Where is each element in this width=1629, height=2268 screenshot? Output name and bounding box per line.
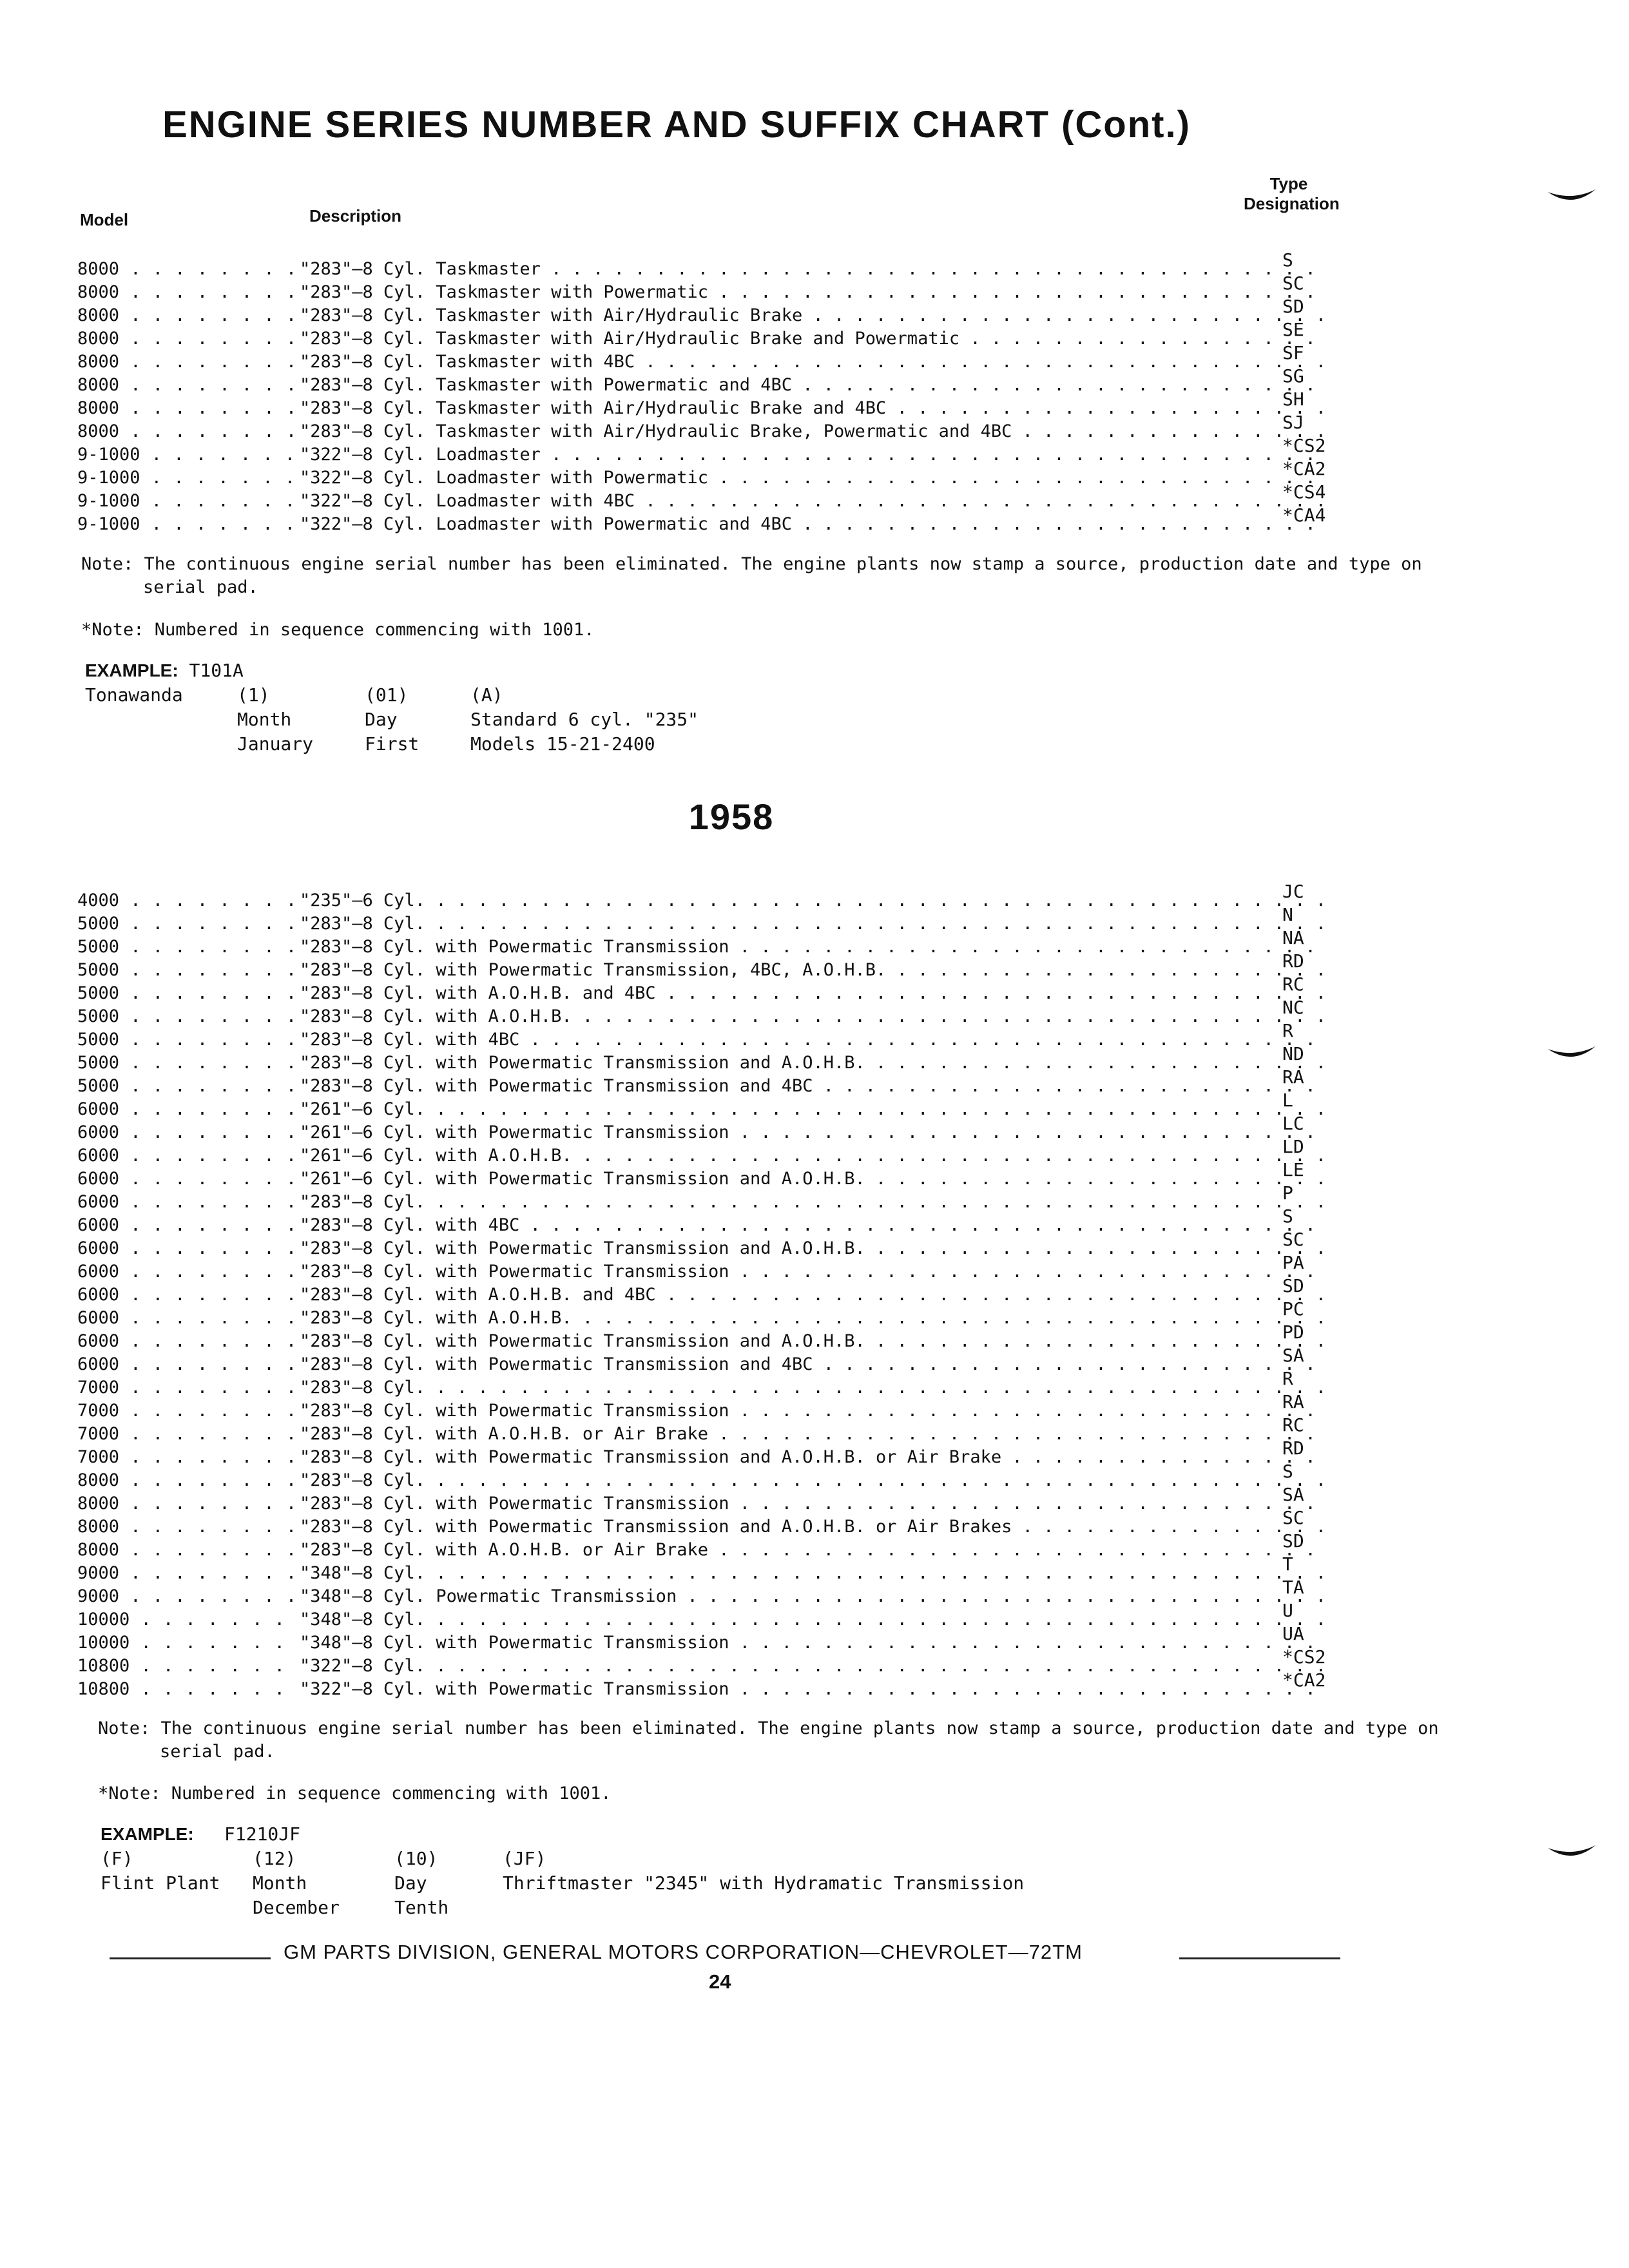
type-cell: TA bbox=[1282, 1577, 1304, 1598]
model-cell: 8000 . . . bbox=[77, 374, 296, 397]
description-cell: "261"–6 Cyl. with Powermatic Transmission and A.O.H.B. . . . bbox=[300, 1168, 1324, 1191]
description-cell: "283"–8 Cyl. . . . bbox=[300, 1469, 1324, 1492]
type-cell: SH bbox=[1282, 389, 1304, 410]
example-cell: Day bbox=[394, 1872, 427, 1894]
description-cell: "283"–8 Cyl. with A.O.H.B. or Air Brake . . . bbox=[300, 1423, 1324, 1446]
type-cell: SC bbox=[1282, 1507, 1304, 1528]
example-1957-code: T101A bbox=[189, 660, 244, 681]
example-1958-label: EXAMPLE: bbox=[101, 1824, 194, 1844]
table-row bbox=[77, 1669, 1418, 1701]
type-cell: RC bbox=[1282, 1414, 1304, 1436]
type-cell: LE bbox=[1282, 1159, 1304, 1180]
table-row bbox=[77, 481, 1418, 513]
example-1958-col2 bbox=[253, 1847, 340, 1920]
binder-hole-mark bbox=[1547, 1044, 1597, 1063]
type-cell: NA bbox=[1282, 927, 1304, 948]
model-cell: 6000 . . . bbox=[77, 1330, 296, 1353]
description-cell: "261"–6 Cyl. with A.O.H.B. . . . bbox=[300, 1144, 1324, 1168]
table-row bbox=[77, 1623, 1418, 1655]
table-row bbox=[77, 319, 1418, 351]
model-cell: 8000 . . . bbox=[77, 304, 296, 327]
type-cell: RA bbox=[1282, 1391, 1304, 1412]
type-cell: *CS2 bbox=[1282, 435, 1326, 456]
type-cell: RD bbox=[1282, 1437, 1304, 1459]
type-cell: R bbox=[1282, 1368, 1293, 1389]
model-cell: 8000 . . . bbox=[77, 258, 296, 281]
model-cell: 6000 . . . bbox=[77, 1307, 296, 1330]
type-cell: RA bbox=[1282, 1066, 1304, 1088]
table-row bbox=[77, 1275, 1418, 1307]
table-row bbox=[77, 997, 1418, 1028]
type-header-line1: Type bbox=[1269, 174, 1308, 193]
model-cell: 6000 . . . bbox=[77, 1260, 296, 1283]
engine-table-1958 bbox=[77, 881, 1418, 1701]
table-row bbox=[77, 1345, 1418, 1376]
type-cell: RC bbox=[1282, 974, 1304, 995]
description-cell: "283"–8 Cyl. Taskmaster with Powermatic and 4BC . . . bbox=[300, 374, 1324, 397]
model-cell: 9000 . . . bbox=[77, 1562, 296, 1585]
model-cell: 8000 . . . bbox=[77, 351, 296, 374]
starnote-1957: *Note: Numbered in sequence commencing with 1001. bbox=[81, 620, 595, 640]
description-cell: "283"–8 Cyl. with Powermatic Transmission and 4BC . . . bbox=[300, 1075, 1324, 1098]
description-column-header: Description bbox=[309, 206, 402, 226]
model-cell: 6000 . . . bbox=[77, 1214, 296, 1237]
description-cell: "283"–8 Cyl. with Powermatic Transmission and A.O.H.B. . . . bbox=[300, 1052, 1324, 1075]
model-cell: 5000 . . . bbox=[77, 1052, 296, 1075]
model-cell: 8000 . . . bbox=[77, 420, 296, 443]
model-cell: 10800 . . . bbox=[77, 1678, 296, 1701]
table-row bbox=[77, 389, 1418, 420]
description-cell: "261"–6 Cyl. . . . bbox=[300, 1098, 1324, 1121]
table-row bbox=[77, 1600, 1418, 1631]
table-row bbox=[77, 881, 1418, 912]
type-cell: *CA2 bbox=[1282, 1669, 1326, 1691]
model-cell: 8000 . . . bbox=[77, 1515, 296, 1539]
year-heading: 1958 bbox=[688, 796, 775, 837]
type-cell: PD bbox=[1282, 1321, 1304, 1343]
description-cell: "283"–8 Cyl. Taskmaster with Air/Hydraulic Brake . . . bbox=[300, 304, 1324, 327]
binder-hole-mark bbox=[1547, 1843, 1597, 1862]
type-cell: *CS4 bbox=[1282, 481, 1326, 503]
description-cell: "322"–8 Cyl. Loadmaster . . . bbox=[300, 443, 1324, 466]
binder-hole-mark bbox=[1547, 187, 1597, 206]
model-cell: 6000 . . . bbox=[77, 1191, 296, 1214]
example-cell: (F) bbox=[101, 1848, 133, 1869]
description-cell: "322"–8 Cyl. with Powermatic Transmission . . . bbox=[300, 1678, 1324, 1701]
model-cell: 8000 . . . bbox=[77, 281, 296, 304]
model-cell: 7000 . . . bbox=[77, 1399, 296, 1423]
table-row bbox=[77, 1530, 1418, 1562]
table-row bbox=[77, 1252, 1418, 1283]
example-cell: First bbox=[365, 733, 419, 754]
model-cell: 9-1000 . . . bbox=[77, 443, 296, 466]
model-cell: 5000 . . . bbox=[77, 1005, 296, 1028]
example-cell: Tonawanda bbox=[85, 684, 183, 706]
model-cell: 4000 . . . bbox=[77, 889, 296, 912]
model-cell: 8000 . . . bbox=[77, 1492, 296, 1515]
description-cell: "283"–8 Cyl. with Powermatic Transmission and A.O.H.B. . . . bbox=[300, 1330, 1324, 1353]
type-cell: N bbox=[1282, 904, 1293, 925]
description-cell: "283"–8 Cyl. with Powermatic Transmission . . . bbox=[300, 936, 1324, 959]
table-row bbox=[77, 1484, 1418, 1515]
type-cell: SD bbox=[1282, 1530, 1304, 1552]
table-row bbox=[77, 974, 1418, 1005]
type-cell: LD bbox=[1282, 1136, 1304, 1157]
model-cell: 10800 . . . bbox=[77, 1655, 296, 1678]
type-cell: NC bbox=[1282, 997, 1304, 1018]
table-row bbox=[77, 249, 1418, 281]
type-cell: R bbox=[1282, 1020, 1293, 1041]
table-row bbox=[77, 927, 1418, 959]
example-cell: January bbox=[237, 733, 314, 754]
description-cell: "348"–8 Cyl. with Powermatic Transmission . . . bbox=[300, 1631, 1324, 1655]
example-cell: (1) bbox=[237, 684, 270, 706]
example-cell: Month bbox=[237, 709, 292, 730]
type-cell: LC bbox=[1282, 1113, 1304, 1134]
model-cell: 8000 . . . bbox=[77, 327, 296, 351]
description-cell: "283"–8 Cyl. with A.O.H.B. . . . bbox=[300, 1005, 1324, 1028]
example-1957-col1 bbox=[85, 683, 183, 707]
example-1957-col3 bbox=[365, 683, 419, 756]
table-row bbox=[77, 1206, 1418, 1237]
model-cell: 5000 . . . bbox=[77, 1028, 296, 1052]
description-cell: "283"–8 Cyl. Taskmaster with 4BC . . . bbox=[300, 351, 1324, 374]
type-cell: JC bbox=[1282, 881, 1304, 902]
type-cell: SA bbox=[1282, 1484, 1304, 1505]
example-1957-label: EXAMPLE: bbox=[85, 660, 178, 680]
table-row bbox=[77, 1113, 1418, 1144]
table-row bbox=[77, 342, 1418, 374]
type-cell: SD bbox=[1282, 1275, 1304, 1296]
starnote-1958: *Note: Numbered in sequence commencing with 1001. bbox=[98, 1783, 612, 1803]
description-cell: "283"–8 Cyl. with Powermatic Transmission, 4BC, A.O.H.B. . . . bbox=[300, 959, 1324, 982]
description-cell: "283"–8 Cyl. with A.O.H.B. . . . bbox=[300, 1307, 1324, 1330]
model-cell: 9-1000 . . . bbox=[77, 490, 296, 513]
type-cell: *CA4 bbox=[1282, 505, 1326, 526]
description-cell: "283"–8 Cyl. with A.O.H.B. or Air Brake . . . bbox=[300, 1539, 1324, 1562]
type-cell: U bbox=[1282, 1600, 1293, 1621]
example-1958-col4 bbox=[503, 1847, 1024, 1896]
table-row bbox=[77, 1507, 1418, 1539]
type-cell: SA bbox=[1282, 1345, 1304, 1366]
table-row bbox=[77, 1043, 1418, 1075]
type-cell: SE bbox=[1282, 319, 1304, 340]
description-cell: "283"–8 Cyl. with Powermatic Transmission . . . bbox=[300, 1399, 1324, 1423]
type-cell: *CA2 bbox=[1282, 458, 1326, 479]
table-row bbox=[77, 1368, 1418, 1399]
note-1958 bbox=[98, 1717, 1439, 1763]
table-row bbox=[77, 1090, 1418, 1121]
example-cell: Day bbox=[365, 709, 398, 730]
model-cell: 6000 . . . bbox=[77, 1144, 296, 1168]
example-1958-col3 bbox=[394, 1847, 448, 1920]
footer-rule-right bbox=[1179, 1957, 1340, 1959]
table-row bbox=[77, 1229, 1418, 1260]
type-cell: UA bbox=[1282, 1623, 1304, 1644]
example-cell: December bbox=[253, 1897, 340, 1918]
page-number: 24 bbox=[709, 1970, 731, 1993]
description-cell: "283"–8 Cyl. . . . bbox=[300, 1191, 1324, 1214]
note-1957 bbox=[81, 553, 1422, 599]
table-row bbox=[77, 1553, 1418, 1585]
model-cell: 10000 . . . bbox=[77, 1631, 296, 1655]
example-cell: Flint Plant bbox=[101, 1872, 220, 1894]
description-cell: "283"–8 Cyl. Taskmaster with Air/Hydraulic Brake and Powermatic . . . bbox=[300, 327, 1324, 351]
model-cell: 7000 . . . bbox=[77, 1376, 296, 1399]
type-cell: PC bbox=[1282, 1298, 1304, 1320]
model-column-header: Model bbox=[80, 210, 129, 229]
description-cell: "235"–6 Cyl. . . . bbox=[300, 889, 1324, 912]
engine-table-1957 bbox=[77, 249, 1418, 536]
example-cell: (A) bbox=[470, 684, 503, 706]
type-cell: SF bbox=[1282, 342, 1304, 363]
table-row bbox=[77, 1414, 1418, 1446]
model-cell: 10000 . . . bbox=[77, 1608, 296, 1631]
example-1958-col1 bbox=[101, 1847, 220, 1896]
footer-rule-left bbox=[110, 1957, 271, 1959]
model-cell: 9-1000 . . . bbox=[77, 466, 296, 490]
footer-text: GM PARTS DIVISION, GENERAL MOTORS CORPORATION—CHEVROLET—72TM bbox=[284, 1941, 1083, 1963]
table-row bbox=[77, 1066, 1418, 1098]
description-cell: "283"–8 Cyl. with Powermatic Transmission and A.O.H.B. or Air Brakes . . . bbox=[300, 1515, 1324, 1539]
model-cell: 6000 . . . bbox=[77, 1098, 296, 1121]
example-cell: (JF) bbox=[503, 1848, 546, 1869]
type-cell: SD bbox=[1282, 296, 1304, 317]
table-row bbox=[77, 505, 1418, 536]
model-cell: 5000 . . . bbox=[77, 1075, 296, 1098]
table-row bbox=[77, 950, 1418, 982]
model-cell: 8000 . . . bbox=[77, 1539, 296, 1562]
table-row bbox=[77, 904, 1418, 936]
page-title: ENGINE SERIES NUMBER AND SUFFIX CHART (Cont.) bbox=[162, 104, 1191, 146]
model-cell: 9000 . . . bbox=[77, 1585, 296, 1608]
description-cell: "283"–8 Cyl. with A.O.H.B. and 4BC . . . bbox=[300, 1283, 1324, 1307]
model-cell: 5000 . . . bbox=[77, 912, 296, 936]
type-cell: SG bbox=[1282, 365, 1304, 387]
description-cell: "283"–8 Cyl. with Powermatic Transmission and A.O.H.B. or Air Brake . . . bbox=[300, 1446, 1324, 1469]
type-cell: T bbox=[1282, 1553, 1293, 1575]
description-cell: "283"–8 Cyl. Taskmaster . . . bbox=[300, 258, 1324, 281]
example-cell: (10) bbox=[394, 1848, 438, 1869]
type-cell: SJ bbox=[1282, 412, 1304, 433]
description-cell: "283"–8 Cyl. Taskmaster with Air/Hydraulic Brake, Powermatic and 4BC . . . bbox=[300, 420, 1324, 443]
table-row bbox=[77, 1321, 1418, 1353]
type-cell: RD bbox=[1282, 950, 1304, 972]
description-cell: "322"–8 Cyl. Loadmaster with Powermatic and 4BC . . . bbox=[300, 513, 1324, 536]
description-cell: "283"–8 Cyl. with Powermatic Transmission . . . bbox=[300, 1260, 1324, 1283]
model-cell: 8000 . . . bbox=[77, 1469, 296, 1492]
table-row bbox=[77, 1646, 1418, 1678]
note-1958-line1: Note: The continuous engine serial number has been eliminated. The engine plants now stamp a source, production date and type on bbox=[98, 1718, 1439, 1738]
example-1958 bbox=[101, 1822, 301, 1847]
table-row bbox=[77, 458, 1418, 490]
description-cell: "322"–8 Cyl. Loadmaster with 4BC . . . bbox=[300, 490, 1324, 513]
description-cell: "348"–8 Cyl. . . . bbox=[300, 1562, 1324, 1585]
note-1958-line2: serial pad. bbox=[160, 1742, 275, 1762]
table-row bbox=[77, 1298, 1418, 1330]
description-cell: "348"–8 Cyl. Powermatic Transmission . . . bbox=[300, 1585, 1324, 1608]
description-cell: "283"–8 Cyl. with Powermatic Transmission and 4BC . . . bbox=[300, 1353, 1324, 1376]
description-cell: "283"–8 Cyl. with Powermatic Transmission and A.O.H.B. . . . bbox=[300, 1237, 1324, 1260]
description-cell: "283"–8 Cyl. . . . bbox=[300, 1376, 1324, 1399]
type-cell: *CS2 bbox=[1282, 1646, 1326, 1667]
type-cell: S bbox=[1282, 249, 1293, 271]
table-row bbox=[77, 1461, 1418, 1492]
model-cell: 6000 . . . bbox=[77, 1237, 296, 1260]
description-cell: "283"–8 Cyl. with A.O.H.B. and 4BC . . . bbox=[300, 982, 1324, 1005]
example-cell: Month bbox=[253, 1872, 307, 1894]
example-1957 bbox=[85, 658, 244, 683]
model-cell: 6000 . . . bbox=[77, 1283, 296, 1307]
type-cell: S bbox=[1282, 1461, 1293, 1482]
type-cell: SC bbox=[1282, 1229, 1304, 1250]
table-row bbox=[77, 1020, 1418, 1052]
model-cell: 5000 . . . bbox=[77, 982, 296, 1005]
model-cell: 6000 . . . bbox=[77, 1121, 296, 1144]
type-cell: P bbox=[1282, 1182, 1293, 1204]
model-cell: 7000 . . . bbox=[77, 1423, 296, 1446]
description-cell: "283"–8 Cyl. with Powermatic Transmission . . . bbox=[300, 1492, 1324, 1515]
table-row bbox=[77, 1136, 1418, 1168]
example-cell: Models 15-21-2400 bbox=[470, 733, 655, 754]
model-cell: 5000 . . . bbox=[77, 936, 296, 959]
type-cell: PA bbox=[1282, 1252, 1304, 1273]
example-cell: (12) bbox=[253, 1848, 296, 1869]
table-row bbox=[77, 1391, 1418, 1423]
type-cell: S bbox=[1282, 1206, 1293, 1227]
model-cell: 9-1000 . . . bbox=[77, 513, 296, 536]
example-1958-code: F1210JF bbox=[224, 1823, 301, 1845]
type-column-header bbox=[1244, 174, 1340, 214]
type-header-line2: Designation bbox=[1244, 194, 1340, 213]
example-cell: Tenth bbox=[394, 1897, 449, 1918]
example-1957-col4 bbox=[470, 683, 699, 756]
note-1957-line2: serial pad. bbox=[143, 577, 258, 597]
table-row bbox=[77, 412, 1418, 443]
table-row bbox=[77, 435, 1418, 466]
example-cell: Thriftmaster "2345" with Hydramatic Transmission bbox=[503, 1872, 1025, 1894]
table-row bbox=[77, 296, 1418, 327]
table-row bbox=[77, 1577, 1418, 1608]
example-cell: (01) bbox=[365, 684, 409, 706]
table-row bbox=[77, 273, 1418, 304]
type-cell: L bbox=[1282, 1090, 1293, 1111]
model-cell: 8000 . . . bbox=[77, 397, 296, 420]
description-cell: "348"–8 Cyl. . . . bbox=[300, 1608, 1324, 1631]
description-cell: "322"–8 Cyl. Loadmaster with Powermatic . . . bbox=[300, 466, 1324, 490]
description-cell: "283"–8 Cyl. with 4BC . . . bbox=[300, 1214, 1324, 1237]
description-cell: "283"–8 Cyl. . . . bbox=[300, 912, 1324, 936]
model-cell: 6000 . . . bbox=[77, 1353, 296, 1376]
table-row bbox=[77, 1437, 1418, 1469]
table-row bbox=[77, 1182, 1418, 1214]
model-cell: 6000 . . . bbox=[77, 1168, 296, 1191]
example-1957-col2 bbox=[237, 683, 313, 756]
type-cell: SC bbox=[1282, 273, 1304, 294]
example-cell: Standard 6 cyl. "235" bbox=[470, 709, 699, 730]
table-row bbox=[77, 1159, 1418, 1191]
description-cell: "261"–6 Cyl. with Powermatic Transmission . . . bbox=[300, 1121, 1324, 1144]
description-cell: "283"–8 Cyl. Taskmaster with Air/Hydraulic Brake and 4BC . . . bbox=[300, 397, 1324, 420]
description-cell: "283"–8 Cyl. with 4BC . . . bbox=[300, 1028, 1324, 1052]
model-cell: 5000 . . . bbox=[77, 959, 296, 982]
model-cell: 7000 . . . bbox=[77, 1446, 296, 1469]
description-cell: "322"–8 Cyl. . . . bbox=[300, 1655, 1324, 1678]
note-1957-line1: Note: The continuous engine serial number has been eliminated. The engine plants now stamp a source, production date and type on bbox=[81, 554, 1422, 574]
type-cell: ND bbox=[1282, 1043, 1304, 1064]
description-cell: "283"–8 Cyl. Taskmaster with Powermatic . . . bbox=[300, 281, 1324, 304]
table-row bbox=[77, 365, 1418, 397]
